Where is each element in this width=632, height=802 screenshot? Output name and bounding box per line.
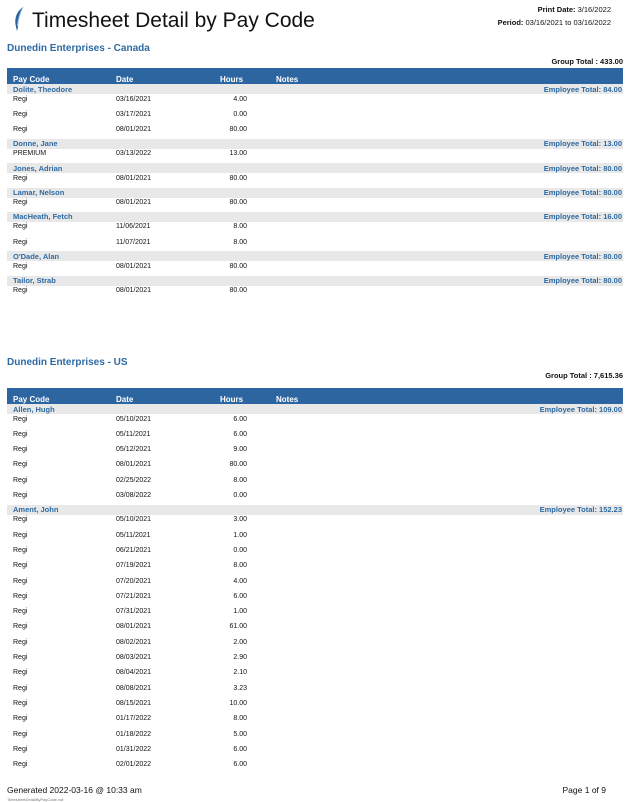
pay-code-cell: Regi xyxy=(13,654,28,661)
employee-name: O'Dade, Alan xyxy=(13,251,60,261)
employee-row xyxy=(7,84,623,94)
table-row xyxy=(7,731,623,743)
quill-logo-icon xyxy=(12,6,26,32)
hours-cell: 3.00 xyxy=(233,516,247,524)
col-hours-header: Hours xyxy=(220,75,244,84)
pay-code-cell: Regi xyxy=(13,730,28,738)
hours-cell: 2.90 xyxy=(233,654,247,661)
pay-code-cell: Regi xyxy=(13,546,28,554)
date-cell: 07/20/2021 xyxy=(116,577,152,585)
pay-code-cell: Regi xyxy=(13,577,28,585)
company-section xyxy=(7,357,623,769)
hours-cell: 1.00 xyxy=(233,531,247,539)
date-cell: 03/13/2022 xyxy=(116,150,152,158)
date-cell: 11/07/2021 xyxy=(116,238,151,246)
table-row xyxy=(7,654,623,666)
print-date: 3/16/2022 xyxy=(577,5,611,14)
hours-cell: 80.00 xyxy=(229,199,247,206)
employee-total: Employee Total: 80.00 xyxy=(543,188,622,197)
hours-cell: 5.00 xyxy=(233,730,247,738)
employee-total: Employee Total: 84.00 xyxy=(543,84,622,94)
pay-code-cell: Regi xyxy=(13,238,28,246)
pay-code-cell: Regi xyxy=(13,461,28,469)
pay-code-cell: Regi xyxy=(13,684,28,692)
group-total: Group Total : 433.00 xyxy=(551,57,623,66)
employee-total: Employee Total: 152.23 xyxy=(539,505,622,515)
employee-name: Tailor, Strab xyxy=(13,276,56,286)
date-cell: 07/21/2021 xyxy=(116,592,152,600)
hours-cell: 10.00 xyxy=(229,699,247,707)
employee-total: Employee Total: 80.00 xyxy=(543,163,622,173)
date-cell: 05/12/2021 xyxy=(116,446,152,454)
date-cell: 08/01/2021 xyxy=(116,461,152,469)
date-cell: 08/01/2021 xyxy=(116,126,152,134)
employee-row xyxy=(7,276,623,286)
employee-name: Jones, Adrian xyxy=(13,163,63,173)
employee-name: Allen, Hugh xyxy=(13,404,55,414)
table-row xyxy=(7,593,623,605)
table-row xyxy=(7,669,623,681)
table-row xyxy=(7,477,623,489)
hours-cell: 0.00 xyxy=(233,546,247,554)
date-cell: 08/01/2021 xyxy=(116,174,152,182)
date-cell: 08/04/2021 xyxy=(116,669,152,677)
date-cell: 05/10/2021 xyxy=(116,415,152,423)
col-pay-code-header: Pay Code xyxy=(13,75,50,84)
table-row xyxy=(7,461,623,473)
table-row xyxy=(7,639,623,651)
date-cell: 08/15/2021 xyxy=(116,699,152,707)
table-row xyxy=(7,223,623,235)
date-cell: 08/01/2021 xyxy=(116,623,152,631)
date-cell: 03/08/2022 xyxy=(116,492,152,499)
table-row xyxy=(7,126,623,138)
employee-name: Ament, John xyxy=(13,505,59,515)
report-header xyxy=(0,0,632,36)
table-row xyxy=(7,578,623,590)
table-row xyxy=(7,111,623,123)
hours-cell: 1.00 xyxy=(233,608,247,616)
table-row xyxy=(7,532,623,544)
pay-code-cell: Regi xyxy=(13,638,28,646)
col-hours-header: Hours xyxy=(220,395,244,404)
employee-name: MacHeath, Fetch xyxy=(13,212,73,222)
pay-code-cell: Regi xyxy=(13,562,28,570)
pay-code-cell: PREMIUM xyxy=(13,150,47,158)
date-cell: 11/06/2021 xyxy=(116,223,151,231)
date-cell: 02/01/2022 xyxy=(116,761,152,769)
hours-cell: 8.00 xyxy=(233,715,247,723)
pay-code-cell: Regi xyxy=(13,95,28,103)
date-cell: 05/11/2021 xyxy=(116,531,151,539)
hours-cell: 80.00 xyxy=(229,126,247,134)
table-row xyxy=(7,715,623,727)
footer-generated: Generated 2022-03-16 @ 10:33 am xyxy=(7,785,142,795)
hours-cell: 80.00 xyxy=(229,262,247,270)
hours-cell: 8.00 xyxy=(233,238,247,246)
company-name: Dunedin Enterprises - Canada xyxy=(7,43,150,54)
date-cell: 08/01/2021 xyxy=(116,199,152,206)
hours-cell: 80.00 xyxy=(229,174,247,182)
table-header xyxy=(7,388,623,404)
footer-filename: TimesheetDetailByPayCode.rwt xyxy=(7,797,64,802)
table-row xyxy=(7,239,623,251)
pay-code-cell: Regi xyxy=(13,623,28,631)
pay-code-cell: Regi xyxy=(13,262,28,270)
date-cell: 02/25/2022 xyxy=(116,476,152,484)
hours-cell: 8.00 xyxy=(233,562,247,570)
date-cell: 03/16/2021 xyxy=(116,95,152,103)
hours-cell: 4.00 xyxy=(233,577,247,585)
col-notes-header: Notes xyxy=(276,75,299,84)
date-cell: 07/19/2021 xyxy=(116,562,152,570)
employee-row xyxy=(7,139,623,149)
col-notes-header: Notes xyxy=(276,395,299,404)
employee-total: Employee Total: 16.00 xyxy=(543,212,622,222)
pay-code-cell: Regi xyxy=(13,531,28,539)
company-name: Dunedin Enterprises - US xyxy=(7,357,128,368)
period-label: Period: xyxy=(497,18,524,27)
table-header xyxy=(7,68,623,84)
table-row xyxy=(7,492,623,504)
hours-cell: 3.23 xyxy=(233,684,247,692)
employee-row xyxy=(7,404,623,414)
pay-code-cell: Regi xyxy=(13,669,28,677)
pay-code-cell: Regi xyxy=(13,715,28,723)
employee-total: Employee Total: 109.00 xyxy=(539,404,622,414)
pay-code-cell: Regi xyxy=(13,174,28,182)
table-row xyxy=(7,199,623,211)
hours-cell: 80.00 xyxy=(229,287,247,295)
table-row xyxy=(7,287,623,299)
date-cell: 01/17/2022 xyxy=(116,715,152,723)
date-cell: 01/18/2022 xyxy=(116,730,152,738)
date-cell: 08/02/2021 xyxy=(116,638,152,646)
table-row xyxy=(7,150,623,162)
table-row xyxy=(7,761,623,773)
print-info xyxy=(498,3,611,29)
pay-code-cell: Regi xyxy=(13,223,28,231)
hours-cell: 6.00 xyxy=(233,592,247,600)
pay-code-cell: Regi xyxy=(13,110,28,118)
pay-code-cell: Regi xyxy=(13,492,28,499)
hours-cell: 6.00 xyxy=(233,430,247,438)
employee-row xyxy=(7,251,623,261)
pay-code-cell: Regi xyxy=(13,476,28,484)
employee-total: Employee Total: 13.00 xyxy=(543,139,622,149)
table-row xyxy=(7,96,623,108)
date-cell: 05/10/2021 xyxy=(116,516,152,524)
hours-cell: 0.00 xyxy=(233,110,247,118)
table-row xyxy=(7,431,623,443)
date-cell: 07/31/2021 xyxy=(116,608,152,616)
pay-code-cell: Regi xyxy=(13,745,28,753)
hours-cell: 6.00 xyxy=(233,761,247,769)
pay-code-cell: Regi xyxy=(13,126,28,134)
hours-cell: 8.00 xyxy=(233,223,247,231)
hours-cell: 8.00 xyxy=(233,476,247,484)
employee-row xyxy=(7,163,623,173)
hours-cell: 2.10 xyxy=(233,669,247,677)
employee-name: Dolite, Theodore xyxy=(13,84,73,94)
print-date-label: Print Date: xyxy=(537,5,576,14)
col-pay-code-header: Pay Code xyxy=(13,395,50,404)
table-row xyxy=(7,746,623,758)
pay-code-cell: Regi xyxy=(13,446,28,454)
table-row xyxy=(7,547,623,559)
company-section xyxy=(7,43,623,295)
pay-code-cell: Regi xyxy=(13,287,28,295)
table-row xyxy=(7,416,623,428)
group-total: Group Total : 7,615.36 xyxy=(545,371,623,380)
table-row xyxy=(7,623,623,635)
employee-name: Donne, Jane xyxy=(13,139,58,149)
period-range: 03/16/2021 to 03/16/2022 xyxy=(525,18,611,27)
date-cell: 03/17/2021 xyxy=(116,110,152,118)
table-row xyxy=(7,175,623,187)
hours-cell: 6.00 xyxy=(233,745,247,753)
employee-row xyxy=(7,505,623,515)
employee-row xyxy=(7,188,623,198)
hours-cell: 13.00 xyxy=(229,150,247,158)
employee-total: Employee Total: 80.00 xyxy=(543,251,622,261)
table-row xyxy=(7,562,623,574)
date-cell: 06/21/2021 xyxy=(116,546,152,554)
table-row xyxy=(7,700,623,712)
employee-row xyxy=(7,212,623,222)
date-cell: 05/11/2021 xyxy=(116,430,151,438)
hours-cell: 80.00 xyxy=(229,461,247,469)
date-cell: 08/01/2021 xyxy=(116,287,152,295)
employee-total: Employee Total: 80.00 xyxy=(543,276,622,286)
col-date-header: Date xyxy=(116,395,134,404)
pay-code-cell: Regi xyxy=(13,430,28,438)
pay-code-cell: Regi xyxy=(13,699,28,707)
table-row xyxy=(7,685,623,697)
pay-code-cell: Regi xyxy=(13,761,28,769)
pay-code-cell: Regi xyxy=(13,415,28,423)
date-cell: 01/31/2022 xyxy=(116,745,152,753)
hours-cell: 6.00 xyxy=(233,415,247,423)
date-cell: 08/03/2021 xyxy=(116,654,152,661)
hours-cell: 4.00 xyxy=(233,95,247,103)
table-row xyxy=(7,516,623,528)
pay-code-cell: Regi xyxy=(13,516,28,524)
pay-code-cell: Regi xyxy=(13,199,28,206)
table-row xyxy=(7,608,623,620)
date-cell: 08/01/2021 xyxy=(116,262,152,270)
report-title: Timesheet Detail by Pay Code xyxy=(32,9,315,32)
table-row xyxy=(7,446,623,458)
hours-cell: 0.00 xyxy=(233,492,247,499)
hours-cell: 2.00 xyxy=(233,638,247,646)
col-date-header: Date xyxy=(116,75,134,84)
pay-code-cell: Regi xyxy=(13,608,28,616)
employee-name: Lamar, Nelson xyxy=(13,188,65,197)
hours-cell: 61.00 xyxy=(229,623,247,631)
hours-cell: 9.00 xyxy=(233,446,247,454)
date-cell: 08/08/2021 xyxy=(116,684,152,692)
pay-code-cell: Regi xyxy=(13,592,28,600)
footer-page-number: Page 1 of 9 xyxy=(562,785,606,795)
table-row xyxy=(7,263,623,275)
